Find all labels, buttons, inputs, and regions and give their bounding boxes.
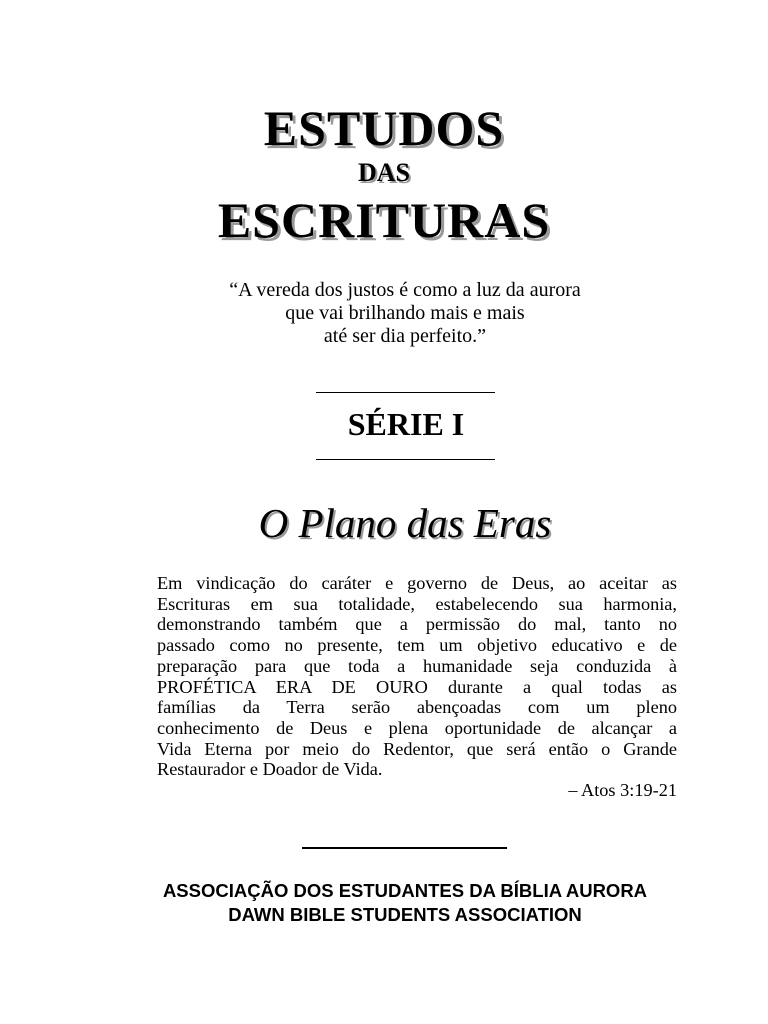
description-line: famílias da Terra serão abençoadas com um pleno [157,697,677,718]
divider-publisher [302,847,507,849]
epigraph-quote [0,279,768,348]
title-line-escrituras: ESCRITURAS [217,192,551,248]
title-line-estudos: ESTUDOS [263,100,505,156]
divider-bottom [316,459,495,460]
volume-subtitle: O Plano das Eras [258,500,552,546]
scripture-reference: – Atos 3:19-21 [568,780,677,800]
description-line: PROFÉTICA ERA DE OURO durante a qual todas as [157,676,677,697]
publisher-name-en: DAWN BIBLE STUDENTS ASSOCIATION [228,904,582,925]
epigraph-line: “A vereda dos justos é como a luz da aurora [229,279,581,301]
epigraph-line: até ser dia perfeito.” [323,325,487,347]
description-line: Em vindicação do caráter e governo de Deus, ao aceitar as [157,573,677,593]
description-line: demonstrando também que a permissão do mal, tanto no [157,614,677,635]
series-label: SÉRIE I [347,406,465,442]
publisher-name-pt: ASSOCIAÇÃO DOS ESTUDANTES DA BÍBLIA AURORA [162,880,648,901]
description-line: conhecimento de Deus e plena oportunidade de alcançar a [157,717,677,738]
description-line: Restaurador e Doador de Vida. [157,759,383,780]
description-line: Escrituras em sua totalidade, estabelecendo sua harmonia, [157,593,677,614]
description-paragraph [157,573,677,780]
divider-top [316,392,495,393]
epigraph-line: que vai brilhando mais e mais [285,302,525,324]
description-line: Vida Eterna por meio do Redentor, que será então o Grande [157,738,677,759]
publisher-block [0,879,768,927]
title-line-das: DAS [357,158,410,187]
description-line: preparação para que toda a humanidade seja conduzida à [157,655,677,676]
description-line: passado como no presente, tem um objetivo educativo e de [157,635,677,656]
